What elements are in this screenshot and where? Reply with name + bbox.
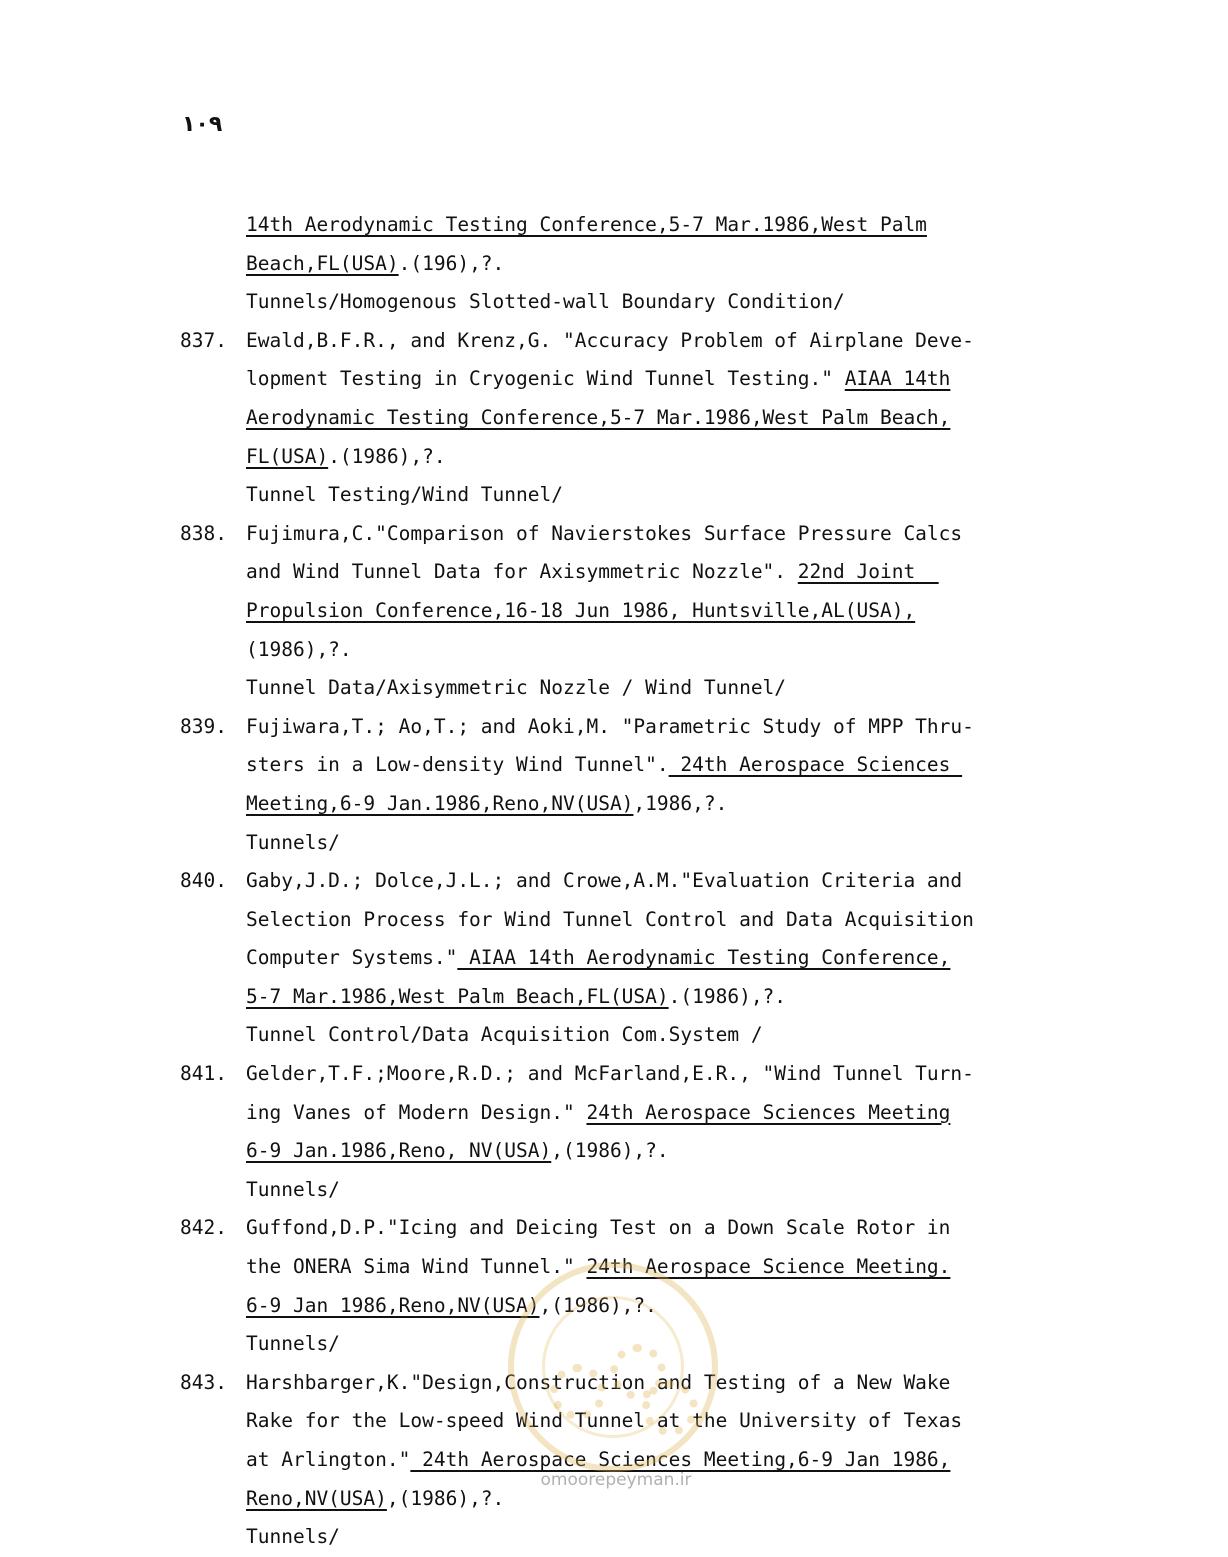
entry-line [180, 1132, 1060, 1171]
plain-text: Tunnel Data/Axisymmetric Nozzle / Wind Tunnel/ [246, 676, 787, 700]
page-number: ١٠٩ [182, 112, 223, 137]
entry-line [180, 669, 1060, 708]
plain-text: Tunnels/ [246, 830, 340, 854]
tail-text: ,(1986),?. [539, 1293, 657, 1317]
underlined-text: AIAA 14th Aerodynamic Testing Conference, [457, 946, 951, 970]
underlined-text: 24th Aerospace Sciences Meeting,6-9 Jan 1986, [410, 1448, 951, 1471]
plain-text: Tunnels/ [246, 1332, 340, 1356]
plain-text: Tunnels/ [246, 1177, 340, 1201]
underlined-text: Propulsion Conference,16-18 Jun 1986, Huntsville,AL(USA), [246, 598, 916, 622]
entry-line [180, 901, 1060, 940]
plain-text: Rake for the Low-speed Wind Tunnel at the University of Texas [246, 1409, 963, 1433]
plain-text: Guffond,D.P."Icing and Deicing Test on a Down Scale Rotor in [246, 1216, 951, 1240]
bibliography-list [180, 206, 1060, 1557]
entries-container [180, 322, 1060, 1557]
entry-line [180, 1364, 1060, 1403]
plain-text: Gaby,J.D.; Dolce,J.L.; and Crowe,A.M."Evaluation Criteria and [246, 869, 963, 893]
tail-text: .(1986),?. [668, 984, 787, 1008]
underlined-text: 22nd Joint [797, 560, 939, 584]
continuation-entry [180, 206, 1060, 322]
underlined-text: Reno,NV(USA) [246, 1486, 387, 1510]
plain-text: Selection Process for Wind Tunnel Control and Data Acquisition [246, 907, 974, 931]
entry-line [180, 746, 1060, 785]
plain-text: Harshbarger,K."Design,Construction and Testing of a New Wake [246, 1370, 951, 1394]
entry-line [180, 1094, 1060, 1133]
entry-line [180, 785, 1060, 824]
entry-number: 843. [180, 1370, 227, 1394]
entry-line [180, 476, 1060, 515]
bibliography-entry [180, 1209, 1060, 1363]
plain-text: the ONERA Sima Wind Tunnel." [246, 1255, 587, 1279]
entry-line-body [246, 1209, 950, 1248]
entry-number: 837. [180, 328, 227, 352]
plain-text: (1986),?. [246, 637, 352, 661]
entry-number: 842. [180, 1216, 227, 1240]
bibliography-entry [180, 322, 1060, 515]
entry-line [180, 1055, 1060, 1094]
entry-line-body [246, 862, 962, 901]
underlined-text: 24th Aerospace Science Meeting. [586, 1255, 951, 1279]
underlined-text: 6-9 Jan.1986,Reno, NV(USA) [246, 1139, 552, 1163]
plain-text: sters in a Low-density Wind Tunnel". [246, 753, 669, 777]
entry-line [180, 1441, 1060, 1480]
tail-text: ,(1986),?. [386, 1486, 505, 1510]
entry-line [180, 1287, 1060, 1326]
entry-line [180, 824, 1060, 863]
bibliography-entry [180, 1364, 1060, 1557]
entry-line [180, 1209, 1060, 1248]
underlined-text: Beach,FL(USA) [246, 251, 399, 275]
entry-line [180, 322, 1060, 361]
bibliography-entry [180, 708, 1060, 862]
plain-text: Gelder,T.F.;Moore,R.D.; and McFarland,E.R., "Wind Tunnel Turn- [246, 1062, 974, 1086]
bibliography-entry [180, 862, 1060, 1055]
entry-line [180, 708, 1060, 747]
entry-line [180, 1518, 1060, 1557]
plain-text: Ewald,B.F.R., and Krenz,G. "Accuracy Problem of Airplane Deve- [246, 328, 974, 352]
bibliography-entry [180, 515, 1060, 708]
entry-line [180, 1480, 1060, 1519]
entry-number: 841. [180, 1062, 227, 1086]
underlined-text: 5-7 Mar.1986,West Palm Beach,FL(USA) [246, 984, 669, 1008]
underlined-text: 6-9 Jan 1986,Reno,NV(USA) [246, 1293, 540, 1317]
entry-line [180, 399, 1060, 438]
entry-number: 838. [180, 521, 227, 545]
underlined-text: AIAA 14th [844, 367, 951, 391]
entry-number: 839. [180, 714, 227, 738]
entry-line [180, 515, 1060, 554]
entry-line [180, 283, 1060, 322]
plain-text: Tunnels/Homogenous Slotted-wall Boundary Condition/ [246, 290, 845, 314]
entry-line [180, 978, 1060, 1017]
plain-text: Fujiwara,T.; Ao,T.; and Aoki,M. "Parametric Study of MPP Thru- [246, 714, 974, 738]
plain-text: Tunnel Control/Data Acquisition Com.System / [246, 1023, 763, 1047]
entry-line [180, 631, 1060, 670]
entry-number: 840. [180, 869, 227, 893]
underlined-text: FL(USA) [246, 444, 329, 468]
underlined-text: 14th Aerodynamic Testing Conference,5-7 Mar.1986,West Palm [246, 213, 927, 236]
underlined-text: Meeting,6-9 Jan.1986,Reno,NV(USA) [246, 791, 634, 815]
tail-text: ,(1986),?. [551, 1139, 669, 1163]
plain-text: ing Vanes of Modern Design." [246, 1100, 587, 1124]
entry-line [180, 862, 1060, 901]
entry-line [180, 1325, 1060, 1364]
tail-text: .(1986),?. [328, 444, 446, 468]
entry-line [180, 206, 1060, 245]
plain-text: .(196),?. [398, 251, 505, 275]
entry-line [180, 553, 1060, 592]
plain-text: and Wind Tunnel Data for Axisymmetric Nozzle". [246, 560, 798, 584]
entry-line-body [246, 515, 962, 554]
entry-line-body [246, 708, 974, 747]
watermark-text: omoorepeyman.ir [540, 1470, 692, 1490]
underlined-text: Aerodynamic Testing Conference,5-7 Mar.1986,West Palm Beach, [246, 405, 951, 429]
plain-text: Tunnel Testing/Wind Tunnel/ [246, 483, 563, 507]
tail-text: ,1986,?. [633, 791, 728, 815]
entry-line [180, 245, 1060, 284]
bibliography-entry [180, 1055, 1060, 1209]
entry-line [180, 939, 1060, 978]
entry-line [180, 592, 1060, 631]
entry-line [180, 1016, 1060, 1055]
entry-line [180, 1402, 1060, 1441]
entry-line-body [246, 1364, 950, 1403]
entry-line [180, 1171, 1060, 1210]
plain-text: Tunnels/ [246, 1525, 340, 1549]
entry-line [180, 438, 1060, 477]
entry-line [180, 360, 1060, 399]
plain-text: at Arlington." [246, 1448, 411, 1471]
entry-line-body [246, 1055, 974, 1094]
plain-text: Fujimura,C."Comparison of Navierstokes Surface Pressure Calcs [246, 521, 963, 545]
underlined-text: 24th Aerospace Sciences Meeting [586, 1100, 951, 1124]
entry-line [180, 1248, 1060, 1287]
entry-line-body [246, 322, 974, 361]
plain-text: Computer Systems." [246, 946, 458, 970]
underlined-text: 24th Aerospace Sciences [668, 753, 963, 777]
plain-text: lopment Testing in Cryogenic Wind Tunnel Testing." [246, 367, 845, 391]
